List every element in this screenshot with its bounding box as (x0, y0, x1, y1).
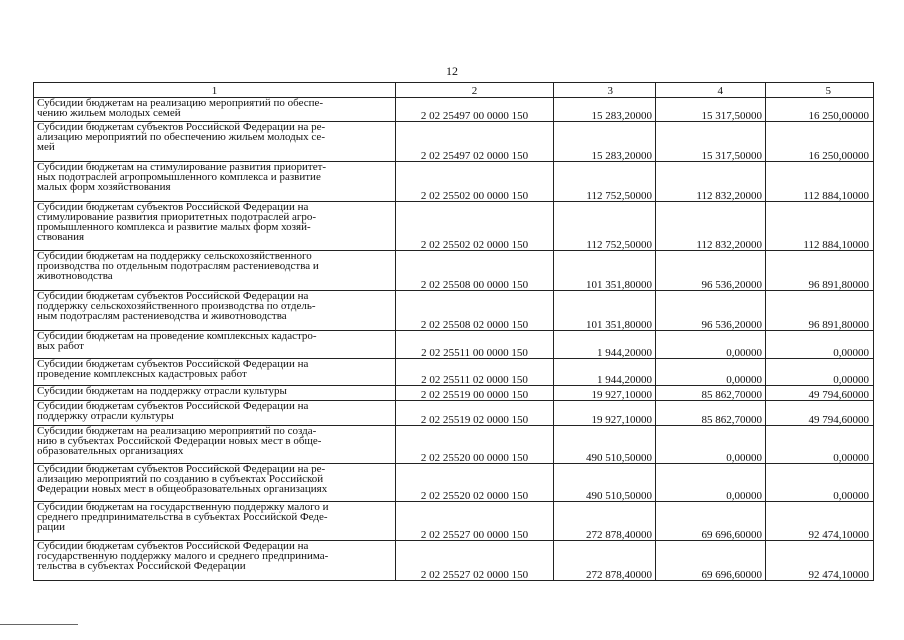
table-row (34, 122, 874, 162)
table-row (34, 291, 874, 331)
table-row (34, 502, 874, 541)
subsidy-name-cell: Субсидии бюджетам субъектов Российской Федерации на ре- ализацию мероприятий по созданию в субъектах Российской Федерации новых мест в общеобразовательных организациях (34, 464, 396, 502)
budget-code-cell: 2 02 25497 00 0000 150 (396, 98, 554, 122)
table-row (34, 331, 874, 359)
subsidy-name-cell: Субсидии бюджетам на поддержку сельскохозяйственного производства по отдельным подотраслям растениеводства и животноводства (34, 251, 396, 291)
table-body (34, 98, 874, 581)
budget-code-cell: 2 02 25502 00 0000 150 (396, 162, 554, 202)
column-header-5: 5 (766, 83, 874, 98)
amount-col5-cell: 16 250,00000 (766, 98, 874, 122)
amount-col5-cell: 112 884,10000 (766, 202, 874, 251)
table-row (34, 386, 874, 401)
budget-code-cell: 2 02 25519 00 0000 150 (396, 386, 554, 401)
table-row (34, 98, 874, 122)
amount-col5-cell: 0,00000 (766, 331, 874, 359)
column-header-1: 1 (34, 83, 396, 98)
amount-col4-cell: 69 696,60000 (656, 502, 766, 541)
table-row (34, 401, 874, 426)
footer-divider (0, 624, 78, 625)
subsidy-name-cell: Субсидии бюджетам субъектов Российской Федерации на государственную поддержку малого и среднего предпринима- тельства в субъектах Российской Федерации (34, 541, 396, 581)
amount-col5-cell: 0,00000 (766, 359, 874, 386)
amount-col3-cell: 15 283,20000 (554, 98, 656, 122)
subsidy-name-cell: Субсидии бюджетам субъектов Российской Федерации на стимулирование развития приоритетных подотраслей агро- промышленного комплекса и развитие малых форм хозяй- ствования (34, 202, 396, 251)
budget-table (33, 82, 874, 581)
amount-col5-cell: 96 891,80000 (766, 251, 874, 291)
subsidy-name-cell: Субсидии бюджетам на реализацию мероприятий по обеспе- чению жильем молодых семей (34, 98, 396, 122)
budget-code-cell: 2 02 25527 02 0000 150 (396, 541, 554, 581)
budget-code-cell: 2 02 25508 00 0000 150 (396, 251, 554, 291)
subsidy-name-cell: Субсидии бюджетам субъектов Российской Федерации на поддержку отрасли культуры (34, 401, 396, 426)
amount-col4-cell: 85 862,70000 (656, 386, 766, 401)
amount-col5-cell: 92 474,10000 (766, 502, 874, 541)
amount-col4-cell: 15 317,50000 (656, 98, 766, 122)
subsidy-name-cell: Субсидии бюджетам субъектов Российской Федерации на проведение комплексных кадастровых работ (34, 359, 396, 386)
budget-code-cell: 2 02 25502 02 0000 150 (396, 202, 554, 251)
subsidy-name-cell: Субсидии бюджетам на реализацию мероприятий по созда- нию в субъектах Российской Федерации новых мест в обще- образовательных организациях (34, 426, 396, 464)
amount-col3-cell: 112 752,50000 (554, 202, 656, 251)
amount-col4-cell: 0,00000 (656, 464, 766, 502)
amount-col3-cell: 19 927,10000 (554, 401, 656, 426)
amount-col4-cell: 85 862,70000 (656, 401, 766, 426)
amount-col5-cell: 49 794,60000 (766, 401, 874, 426)
amount-col4-cell: 96 536,20000 (656, 251, 766, 291)
subsidy-name-cell: Субсидии бюджетам на поддержку отрасли культуры (34, 386, 396, 401)
budget-code-cell: 2 02 25508 02 0000 150 (396, 291, 554, 331)
subsidy-name-cell: Субсидии бюджетам субъектов Российской Федерации на ре- ализацию мероприятий по обеспечению жильем молодых се- мей (34, 122, 396, 162)
table-row (34, 426, 874, 464)
budget-code-cell: 2 02 25511 02 0000 150 (396, 359, 554, 386)
amount-col4-cell: 96 536,20000 (656, 291, 766, 331)
amount-col4-cell: 15 317,50000 (656, 122, 766, 162)
budget-code-cell: 2 02 25511 00 0000 150 (396, 331, 554, 359)
amount-col3-cell: 272 878,40000 (554, 541, 656, 581)
table-row (34, 359, 874, 386)
amount-col5-cell: 92 474,10000 (766, 541, 874, 581)
amount-col3-cell: 19 927,10000 (554, 386, 656, 401)
amount-col4-cell: 69 696,60000 (656, 541, 766, 581)
amount-col5-cell: 0,00000 (766, 464, 874, 502)
amount-col3-cell: 15 283,20000 (554, 122, 656, 162)
subsidy-name-cell: Субсидии бюджетам на стимулирование развития приоритет- ных подотраслей агропромышленного комплекса и развитие малых форм хозяйствования (34, 162, 396, 202)
budget-code-cell: 2 02 25527 00 0000 150 (396, 502, 554, 541)
header-row (34, 83, 874, 98)
column-header-2: 2 (396, 83, 554, 98)
amount-col3-cell: 101 351,80000 (554, 251, 656, 291)
amount-col3-cell: 101 351,80000 (554, 291, 656, 331)
table-row (34, 202, 874, 251)
amount-col3-cell: 1 944,20000 (554, 359, 656, 386)
amount-col4-cell: 112 832,20000 (656, 202, 766, 251)
table-row (34, 541, 874, 581)
amount-col3-cell: 272 878,40000 (554, 502, 656, 541)
amount-col4-cell: 0,00000 (656, 359, 766, 386)
amount-col3-cell: 112 752,50000 (554, 162, 656, 202)
budget-code-cell: 2 02 25520 00 0000 150 (396, 426, 554, 464)
subsidy-name-cell: Субсидии бюджетам на государственную поддержку малого и среднего предпринимательства в субъектах Российской Феде- рации (34, 502, 396, 541)
amount-col5-cell: 49 794,60000 (766, 386, 874, 401)
table-row (34, 251, 874, 291)
amount-col5-cell: 112 884,10000 (766, 162, 874, 202)
amount-col3-cell: 490 510,50000 (554, 464, 656, 502)
page-number: 12 (446, 64, 458, 78)
amount-col5-cell: 0,00000 (766, 426, 874, 464)
amount-col4-cell: 0,00000 (656, 331, 766, 359)
amount-col5-cell: 96 891,80000 (766, 291, 874, 331)
amount-col4-cell: 112 832,20000 (656, 162, 766, 202)
budget-code-cell: 2 02 25497 02 0000 150 (396, 122, 554, 162)
amount-col4-cell: 0,00000 (656, 426, 766, 464)
table-row (34, 464, 874, 502)
amount-col5-cell: 16 250,00000 (766, 122, 874, 162)
amount-col3-cell: 1 944,20000 (554, 331, 656, 359)
table-row (34, 162, 874, 202)
column-header-3: 3 (554, 83, 656, 98)
budget-code-cell: 2 02 25520 02 0000 150 (396, 464, 554, 502)
budget-code-cell: 2 02 25519 02 0000 150 (396, 401, 554, 426)
column-header-4: 4 (656, 83, 766, 98)
subsidy-name-cell: Субсидии бюджетам субъектов Российской Федерации на поддержку сельскохозяйственного производства по отдель- ным подотраслям растениеводства и животноводства (34, 291, 396, 331)
amount-col3-cell: 490 510,50000 (554, 426, 656, 464)
subsidy-name-cell: Субсидии бюджетам на проведение комплексных кадастро- вых работ (34, 331, 396, 359)
